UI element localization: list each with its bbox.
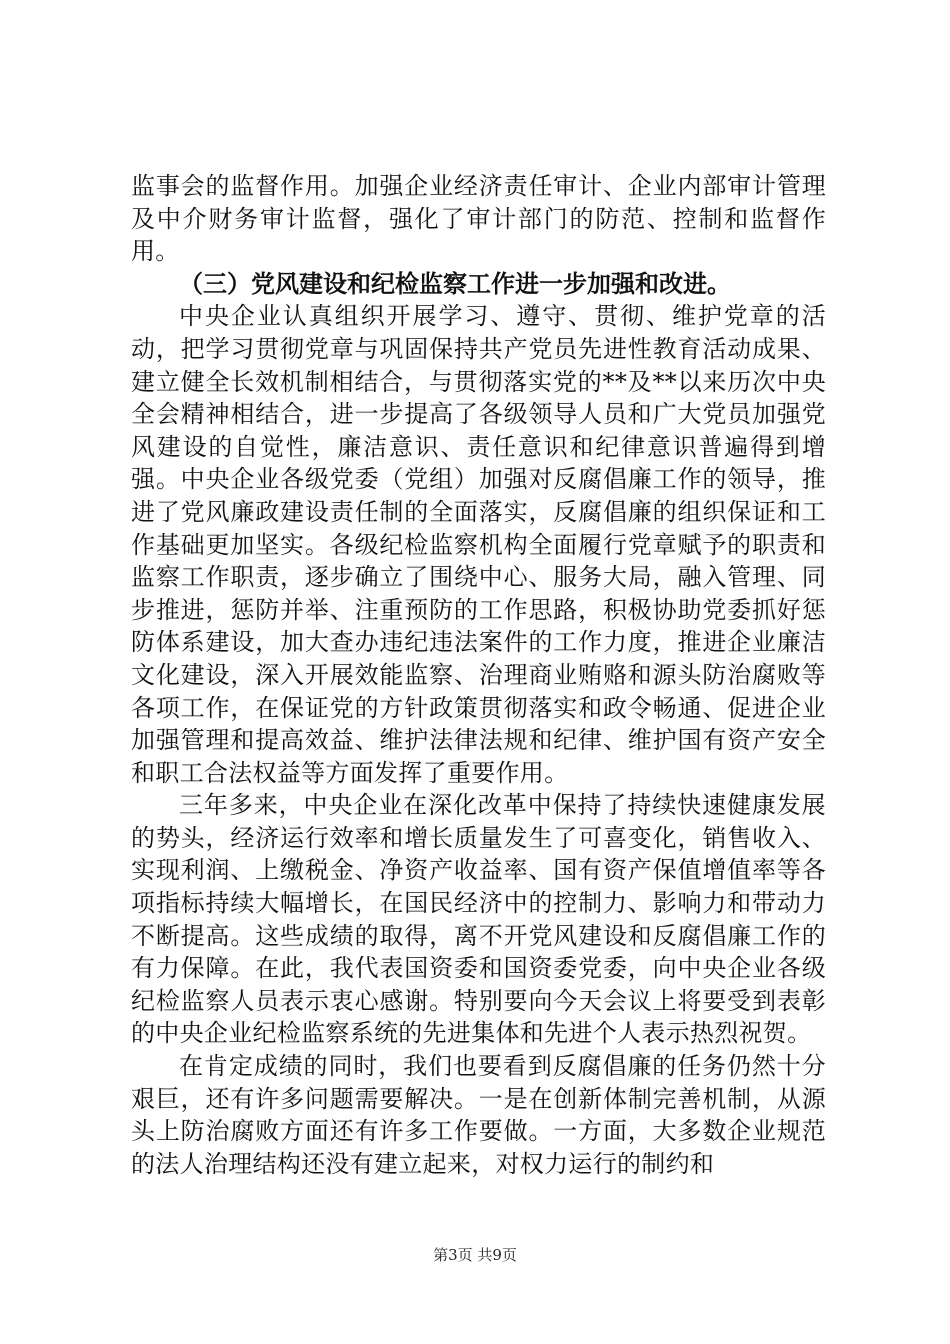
- page-number: 第3页 共9页: [433, 1246, 517, 1264]
- section-heading: （三）党风建设和纪检监察工作进一步加强和改进。: [179, 269, 731, 298]
- paragraph-achievements: 三年多来，中央企业在深化改革中保持了持续快速健康发展的势头，经济运行效率和增长质量发生了可喜变化，销售收入、实现利润、上缴税金、净资产收益率、国有资产保值增值率等各项指标持续大幅增长，在国民经济中的控制力、影响力和带动力不断提高。这些成绩的取得，离不开党风建设和反腐倡廉工作的有力保障。在此，我代表国资委和国资委党委，向中央企业各级纪检监察人员表示衷心感谢。特别要向今天会议上将要受到表彰的中央企业纪检监察系统的先进集体和先进个人表示热烈祝贺。: [131, 791, 826, 1048]
- paragraph-party-building: 中央企业认真组织开展学习、遵守、贯彻、维护党章的活动，把学习贯彻党章与巩固保持共产党员先进性教育活动成果、建立健全长效机制相结合，与贯彻落实党的**及**以来历次中央全会精神相结合，进一步提高了各级领导人员和广大党员加强党风建设的自觉性，廉洁意识、责任意识和纪律意识普遍得到增强。中央企业各级党委（党组）加强对反腐倡廉工作的领导，推进了党风廉政建设责任制的全面落实，反腐倡廉的组织保证和工作基础更加坚实。各级纪检监察机构全面履行党章赋予的职责和监察工作职责，逐步确立了围绕中心、服务大局，融入管理、同步推进，惩防并举、注重预防的工作思路，积极协助党委抓好惩防体系建设，加大查办违纪违法案件的工作力度，推进企业廉洁文化建设，深入开展效能监察、治理商业贿赂和源头防治腐败等各项工作，在保证党的方针政策贯彻落实和政令畅通、促进企业加强管理和提高效益、维护法律法规和纪律、维护国有资产安全和职工合法权益等方面发挥了重要作用。: [131, 302, 826, 787]
- paragraph-challenges: 在肯定成绩的同时，我们也要看到反腐倡廉的任务仍然十分艰巨，还有许多问题需要解决。一是在创新体制完善机制，从源头上防治腐败方面还有许多工作要做。一方面，大多数企业规范的法人治理结构还没有建立起来，对权力运行的制约和: [131, 1052, 826, 1178]
- paragraph-continued: 监事会的监督作用。加强企业经济责任审计、企业内部审计管理及中介财务审计监督，强化了审计部门的防范、控制和监督作用。: [131, 172, 826, 266]
- document-body: [131, 170, 826, 1180]
